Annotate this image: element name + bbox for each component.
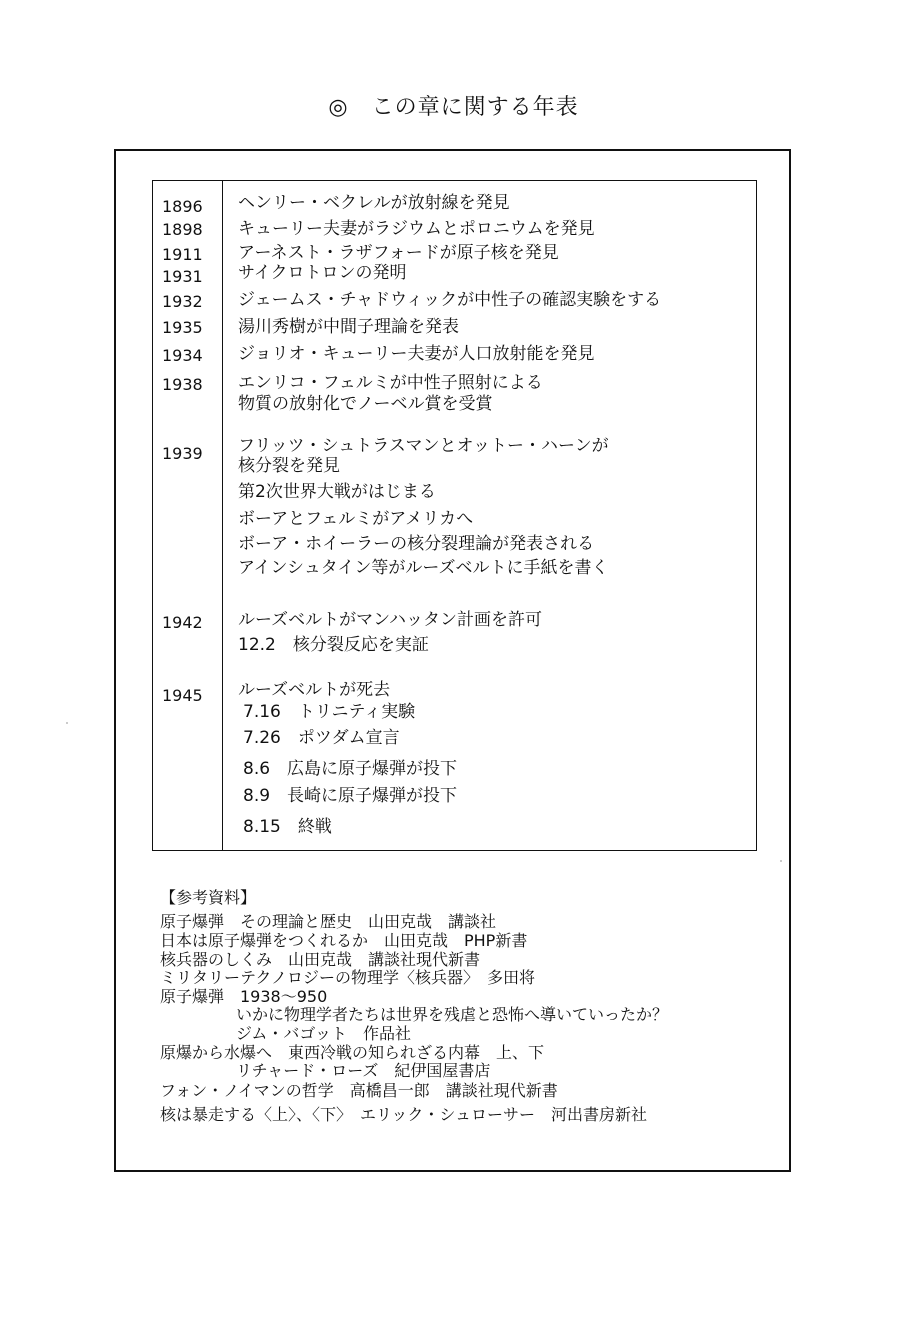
reference-line: リチャード・ローズ 紀伊国屋書店 [236,1061,491,1080]
timeline-event: 8.9 長崎に原子爆弾が投下 [243,786,458,806]
timeline-event: 8.6 広島に原子爆弾が投下 [243,759,458,779]
timeline-event: アーネスト・ラザフォードが原子核を発見 [238,243,559,263]
reference-line: ジム・バゴット 作品社 [236,1024,412,1043]
timeline-year: 1939 [162,444,203,463]
timeline-year: 1911 [162,245,203,264]
references-heading: 【参考資料】 [160,888,257,907]
reference-line: 核兵器のしくみ 山田克哉 講談社現代新書 [160,950,481,969]
timeline-event: ボーアとフェルミがアメリカへ [238,509,474,529]
reference-line: 日本は原子爆弾をつくれるか 山田克哉 PHP新書 [160,931,528,950]
reference-line: 原子爆弾 その理論と歴史 山田克哉 講談社 [160,912,497,931]
timeline-event: ルーズベルトがマンハッタン計画を許可 [238,610,542,630]
reference-line: 原爆から水爆へ 東西冷戦の知られざる内幕 上、下 [160,1043,545,1062]
timeline-year: 1931 [162,267,203,286]
reference-line: フォン・ノイマンの哲学 高橋昌一郎 講談社現代新書 [160,1081,558,1100]
reference-line: ミリタリーテクノロジーの物理学〈核兵器〉 多田将 [160,968,536,987]
timeline-year: 1898 [162,220,203,239]
scan-speck [780,860,782,862]
reference-line: 原子爆弾 1938～950 [160,987,328,1006]
timeline-event: サイクロトロンの発明 [238,263,407,283]
timeline-event: 核分裂を発見 [238,456,340,476]
timeline-event: 8.15 終戦 [243,817,332,837]
reference-line: 核は暴走する〈上〉、〈下〉 エリック・シュローサー 河出書房新社 [160,1105,648,1124]
timeline-event: 7.16 トリニティ実験 [243,702,416,722]
timeline-year: 1938 [162,375,203,394]
timeline-event: 7.26 ポツダム宣言 [243,728,400,748]
timeline-year: 1932 [162,292,203,311]
timeline-event: ルーズベルトが死去 [238,680,391,700]
timeline-year: 1934 [162,346,203,365]
timeline-event: フリッツ・シュトラスマンとオットー・ハーンが [238,436,609,456]
timeline-divider [222,180,223,851]
timeline-event: 第2次世界大戦がはじまる [238,482,436,502]
timeline-year: 1935 [162,318,203,337]
page-title: ◎ この章に関する年表 [328,95,579,120]
timeline-year: 1945 [162,686,203,705]
timeline-event: ジェームス・チャドウィックが中性子の確認実験をする [238,290,662,310]
timeline-event: ジョリオ・キューリー夫妻が人口放射能を発見 [238,344,595,364]
timeline-event: アインシュタイン等がルーズベルトに手紙を書く [238,558,609,578]
reference-line: いかに物理学者たちは世界を残虐と恐怖へ導いていったか？ [236,1005,669,1024]
scan-speck [66,722,68,724]
timeline-event: キューリー夫妻がラジウムとポロニウムを発見 [238,219,595,239]
timeline-event: ボーア・ホイーラーの核分裂理論が発表される [238,534,595,554]
timeline-event: エンリコ・フェルミが中性子照射による [238,373,543,393]
timeline-year: 1896 [162,197,203,216]
timeline-year: 1942 [162,613,203,632]
timeline-event: 湯川秀樹が中間子理論を発表 [238,317,459,337]
timeline-event: ヘンリー・ベクレルが放射線を発見 [238,193,510,213]
timeline-event: 12.2 核分裂反応を実証 [238,635,429,655]
timeline-event: 物質の放射化でノーベル賞を受賞 [238,394,493,414]
